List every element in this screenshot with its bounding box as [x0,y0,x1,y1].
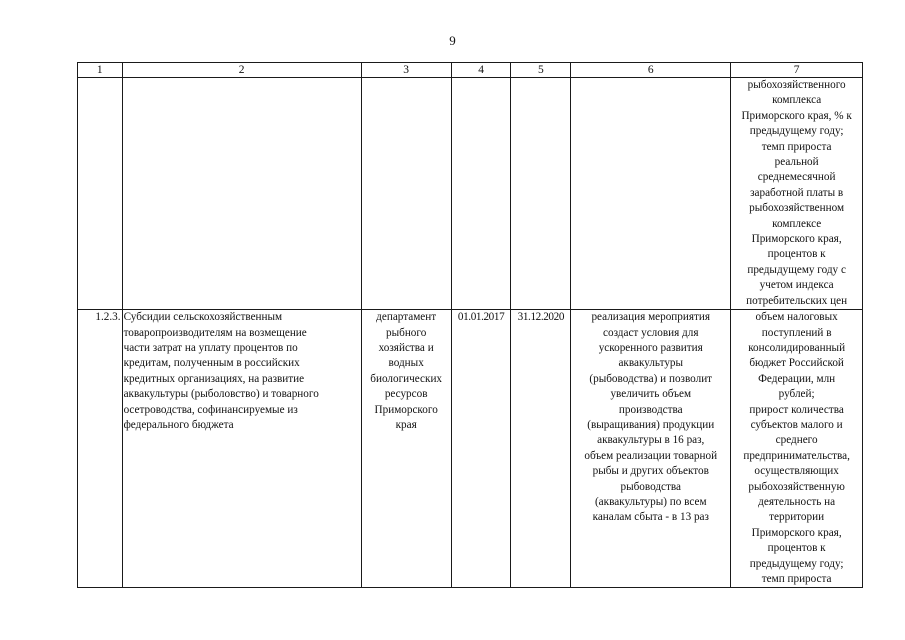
continuation-row [78,78,863,310]
measure-indicators-cell: объем налоговых поступлений в консолидированный бюджет Российской Федерации, млн рублей; прирост количества субъектов малого и среднего предпринимательства, осуществляющих рыбохозяйственную деятельность на территории Приморского края, процентов к предыдущему году; темп прироста [731,310,863,588]
column-number-5: 5 [511,63,571,78]
continuation-cell-3 [361,78,451,310]
continuation-cell-4 [451,78,511,310]
program-measures-table [77,62,863,588]
measure-row-1-2-3 [78,310,863,588]
column-number-7: 7 [731,63,863,78]
continuation-indicators-cell: рыбохозяйственного комплекса Приморского края, % к предыдущему году; темп прироста реальной среднемесячной заработной платы в рыбохозяйственном комплексе Приморского края, процентов к предыдущему году с учетом индекса потребительских цен [731,78,863,310]
column-number-1: 1 [78,63,123,78]
measure-executor-cell: департамент рыбного хозяйства и водных биологических ресурсов Приморского края [361,310,451,588]
measure-description-cell: Субсидии сельскохозяйственным товаропроизводителям на возмещение части затрат на уплату процентов по кредитам, полученным в российских кредитных организациях, на развитие аквакультуры (рыболовство) и товарного осетроводства, софинансируемые из федерального бюджета [122,310,361,588]
continuation-cell-5 [511,78,571,310]
page-number: 9 [449,33,456,48]
measure-number-cell: 1.2.3. [78,310,123,588]
column-number-3: 3 [361,63,451,78]
continuation-cell-6 [571,78,731,310]
continuation-cell-2 [122,78,361,310]
continuation-cell-1 [78,78,123,310]
measure-end-date-cell: 31.12.2020 [511,310,571,588]
column-number-6: 6 [571,63,731,78]
measure-start-date-cell: 01.01.2017 [451,310,511,588]
column-number-row [78,63,863,78]
column-number-4: 4 [451,63,511,78]
measure-expected-result-cell: реализация мероприятия создаст условия для ускоренного развития аквакультуры (рыбоводства) и позволит увеличить объем производства (выращивания) продукции аквакультуры в 16 раз, объем реализации товарной рыбы и других объектов рыбоводства (аквакультуры) по всем каналам сбыта - в 13 раз [571,310,731,588]
column-number-2: 2 [122,63,361,78]
